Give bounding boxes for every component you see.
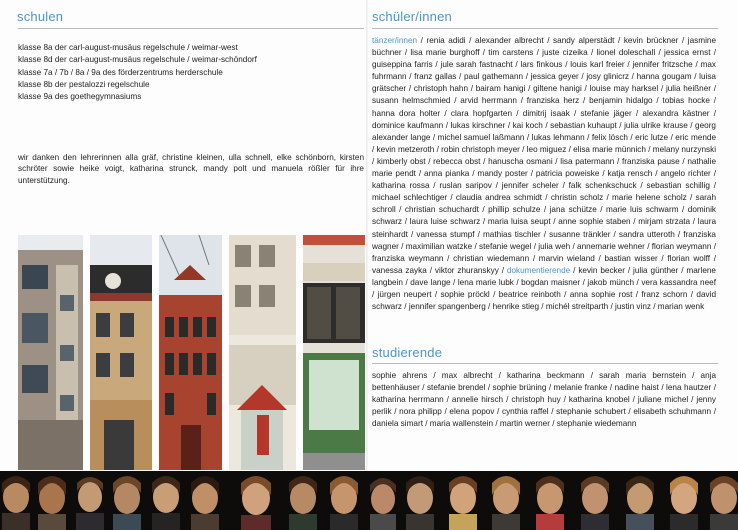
portrait (370, 478, 396, 530)
heading-rule (372, 28, 718, 29)
portrait (581, 476, 609, 530)
portrait (289, 476, 317, 530)
pupils-list (372, 35, 716, 313)
pupil-names: / renia adidi / alexander albrecht / sandy alperstädt / kevin brückner / jasmine büchner / lisa marie burghoff / tim carstens / juste cizeika / lionel doleschall / jessica ernst / guiseppina farris / jule sarah fastnacht / lars finkous / louis karl freier / jennifer fritzsche / max fuhrmann / franz gallas / paul gathemann / jessica geyer / josy glinicrz / hanna gougam / luisa grätscher / christoph hahn / bairam hanigi / giltene hanigi / louise may harksel / julia heißner / susann helmschmied / arvid herrmann / franziska herz / benjamin hidalgo / tobias hocke / hanna dora holter / clara hopfgarten / dimitrij isaak / stefanie jäger / alexandra kästner / dominice kaufmann / lukas kirschner / kai koch / sebastian kuhaupt / julia ulrike krause / georg alexander lange / michel samuel laßmann / lukas lehmann / felix lösch / eric lutze / eric mende / kevin metzeroth / robin christoph meyer / leo miguez / elisa marie münnich / melany nurzynski / kimberly obst / rebecca obst / hanuscha osmani / lisa patermann / franziska pause / nathalie marie pendt / anna pianka / mandy poster / patricia poweiske / katja rensch / angelo richter / katharina rossa / ruslan saripov / jennifer scheler / falk schenkschuck / sebastian schillig / michael schlechtiger / claudia andrea schmidt / christin scholz / marie helene scholz / sarah schroll / christian schuchardt / phillip schulze / jana schütze / marie luis schwarm / dominik schwarz / laura luise schwarz / maria luisa seupt / anne sophie staben / mirjam strzata / laura steinhardt / vanessa stumpf / mathias tischler / susanne tränkler / sandra utteroth / franziska wagner / maximilian watzke / stefanie wegel / julia weh / annemarie wehner / florian weymann / franziska weymann / christian wiedemann / marvin wieland / bastian wisser / florian wolff / vanessa zayka / viktor zhuranskyy / (372, 36, 717, 275)
school-item: klasse 7a / 7b / 8a / 9a des förderzentrums herderschule (18, 67, 223, 77)
school-item: klasse 8b der pestalozzi regelschule (18, 79, 150, 89)
heading-rule (372, 363, 718, 364)
portrait (330, 476, 358, 530)
documentation-label: dokumentierende (506, 265, 571, 275)
red-brick-school (159, 235, 222, 470)
portrait (406, 476, 434, 530)
portrait (536, 476, 564, 530)
dancers-label: tänzer/innen (372, 36, 418, 45)
portrait (449, 476, 477, 530)
university-students-list: sophie ahrens / max albrecht / katharina beckmann / sarah maria bernstein / anja bettenhäuser / stefanie brendel / sophie brüning / melanie franke / nadine haist / lena hautzer / katharina herrmann / annelie hirsch / christoph huy / katharina knobel / juliane michel / jenny perlik / nora philipp / elena popov / cynthia raffel / stephanie schubert / elisabeth schuhmann / daniela simart / maria wallenstein / martin werner / stephanie wiedemann (372, 371, 716, 429)
school-item: klasse 9a des goethegymnasiums (18, 92, 142, 102)
documentation-names: / kevin becker / julia günther / marlene langbein / dave lange / lena marie lubk / bogdan maisner / jakob münch / vera kassandra neef / jürgen neupert / sophie pröckl / beatrice reinboth / anna sophie rost / franz schorn / david schwarz / jennifer spangenberg / henrike stieg / michél streitparth / justin vinz / marian wenk (372, 265, 716, 312)
heading-rule (18, 28, 364, 29)
portrait (113, 476, 141, 530)
student-portraits-strip (0, 471, 738, 530)
portrait (492, 476, 520, 530)
school-entrance-modern (303, 235, 365, 470)
school-item: klasse 8d der carl-august-musäus regelschule / weimar-schöndorf (18, 55, 257, 65)
portrait (38, 476, 66, 530)
university-students-heading: studierende (372, 345, 443, 360)
white-modern-school (229, 235, 296, 470)
schools-heading: schulen (17, 9, 64, 24)
building-photo-strip (18, 235, 368, 470)
thanks-text: wir danken den lehrerinnen alla gräf, christine kleinen, ulla schnell, elke schönborn, kirsten schröter sowie heike voigt, katharina strunck, mandy polt und manuela rößler für ihre unterstützung. (18, 153, 364, 185)
portrait (710, 476, 738, 530)
portrait (152, 476, 180, 530)
portrait (191, 476, 219, 530)
portrait (2, 476, 30, 530)
school-item: klasse 8a der carl-august-musäus regelschule / weimar-west (18, 43, 238, 52)
school-building-1 (18, 235, 83, 470)
portrait (241, 476, 271, 530)
clock-tower-building (90, 235, 152, 470)
schools-list (18, 42, 358, 103)
students-heading: schüler/innen (372, 9, 452, 24)
portrait (626, 476, 654, 530)
portrait (670, 476, 698, 530)
portrait (76, 477, 104, 530)
